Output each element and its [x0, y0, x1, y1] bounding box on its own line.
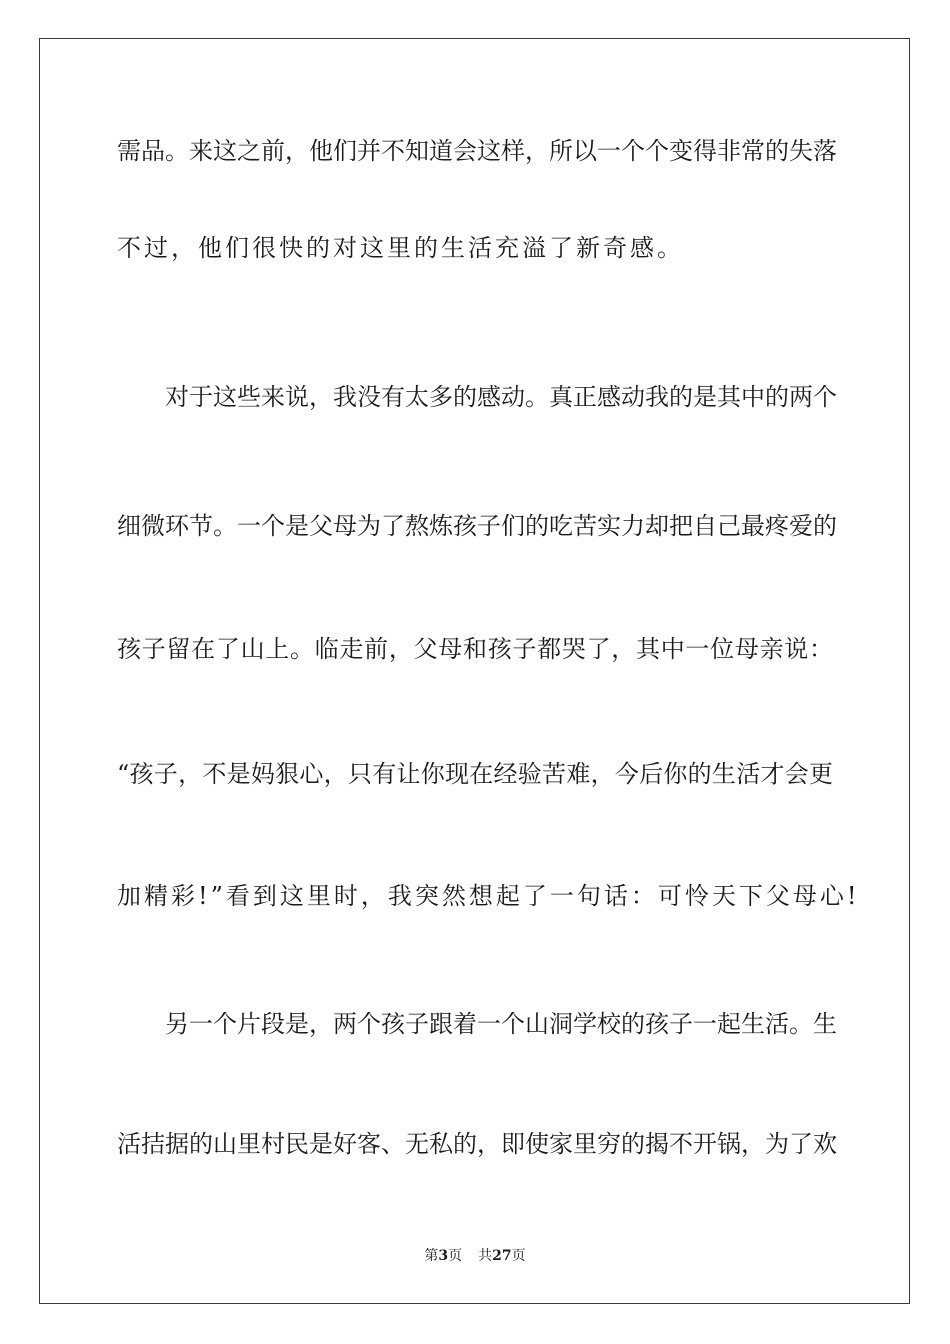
text-line-8: 另一个片段是，两个孩子跟着一个山洞学校的孩子一起生活。生 — [165, 1010, 837, 1038]
text-line-7: 加精彩!”看到这里时，我突然想起了一句话：可怜天下父母心! — [117, 882, 860, 910]
page-footer — [0, 1246, 950, 1266]
text-line-1: 需品。来这之前，他们并不知道会这样，所以一个个变得非常的失落 — [117, 137, 837, 165]
text-line-9: 活拮据的山里村民是好客、无私的，即使家里穷的揭不开锅，为了欢 — [117, 1130, 837, 1158]
text-line-2: 不过，他们很快的对这里的生活充溢了新奇感。 — [117, 234, 684, 262]
total-pages: 27 — [492, 1248, 512, 1264]
page-number: 3 — [438, 1248, 449, 1264]
text-line-3: 对于这些来说，我没有太多的感动。真正感动我的是其中的两个 — [165, 383, 837, 411]
page-suffix: 页 — [448, 1248, 463, 1264]
text-line-4: 细微环节。一个是父母为了熬炼孩子们的吃苦实力却把自己最疼爱的 — [117, 512, 837, 540]
text-line-5: 孩子留在了山上。临走前，父母和孩子都哭了，其中一位母亲说： — [117, 635, 833, 663]
total-prefix: 共 — [478, 1248, 493, 1264]
total-suffix: 页 — [511, 1248, 526, 1264]
text-line-6: “孩子，不是妈狠心，只有让你现在经验苦难，今后你的生活才会更 — [117, 760, 833, 788]
page-prefix: 第 — [424, 1248, 439, 1264]
